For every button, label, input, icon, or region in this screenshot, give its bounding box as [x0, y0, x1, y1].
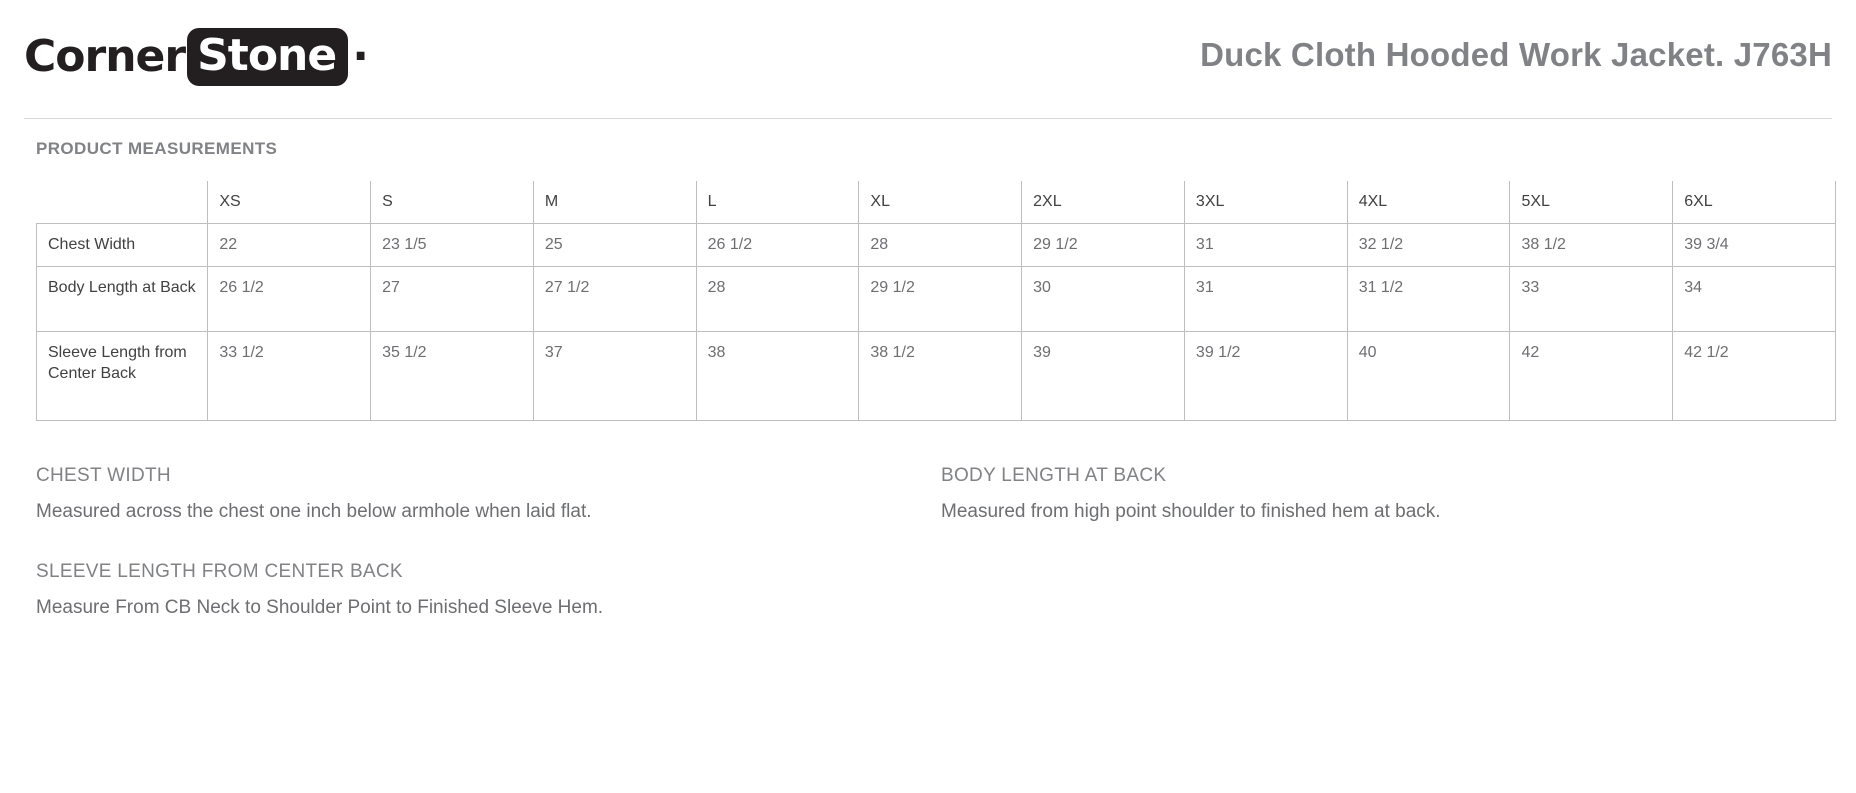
table-row [37, 266, 1836, 331]
cell-body-length-l: 28 [696, 266, 859, 331]
cell-body-length-xl: 29 1/2 [859, 266, 1022, 331]
cell-chest-width-m: 25 [533, 223, 696, 266]
column-header-xs: XS [208, 181, 371, 223]
column-header-l: L [696, 181, 859, 223]
table-row [37, 331, 1836, 420]
cell-sleeve-length-2xl: 39 [1022, 331, 1185, 420]
logo-word-stone: Stone [187, 28, 348, 86]
row-label-body-length: Body Length at Back [37, 266, 208, 331]
definition-title: BODY LENGTH AT BACK [941, 464, 1167, 486]
cell-chest-width-4xl: 32 1/2 [1347, 223, 1510, 266]
definition-chest-width [36, 465, 941, 523]
cell-chest-width-xs: 22 [208, 223, 371, 266]
cell-body-length-6xl: 34 [1673, 266, 1836, 331]
column-header-4xl: 4XL [1347, 181, 1510, 223]
column-header-6xl: 6XL [1673, 181, 1836, 223]
column-header-s: S [371, 181, 534, 223]
column-header-3xl: 3XL [1184, 181, 1347, 223]
definition-title: CHEST WIDTH [36, 464, 171, 486]
section-heading: PRODUCT MEASUREMENTS [36, 139, 278, 158]
logo-wordmark [24, 28, 368, 86]
cell-body-length-xs: 26 1/2 [208, 266, 371, 331]
cell-chest-width-xl: 28 [859, 223, 1022, 266]
column-header-m: M [533, 181, 696, 223]
measurements-table [36, 181, 1836, 421]
definition-text: Measured across the chest one inch below armhole when laid flat. [36, 500, 592, 522]
cell-body-length-4xl: 31 1/2 [1347, 266, 1510, 331]
table-corner-cell [37, 181, 208, 223]
logo-word-corner: Corner [24, 31, 186, 82]
cell-sleeve-length-6xl: 42 1/2 [1673, 331, 1836, 420]
column-header-5xl: 5XL [1510, 181, 1673, 223]
cell-sleeve-length-5xl: 42 [1510, 331, 1673, 420]
cell-chest-width-6xl: 39 3/4 [1673, 223, 1836, 266]
definition-body-length [941, 465, 1846, 523]
cell-sleeve-length-s: 35 1/2 [371, 331, 534, 420]
column-header-xl: XL [859, 181, 1022, 223]
cell-body-length-2xl: 30 [1022, 266, 1185, 331]
definition-text: Measure From CB Neck to Shoulder Point to Finished Sleeve Hem. [36, 596, 604, 618]
cell-chest-width-l: 26 1/2 [696, 223, 859, 266]
definitions-row [36, 561, 1846, 619]
cell-chest-width-3xl: 31 [1184, 223, 1347, 266]
definition-spacer [941, 561, 1846, 619]
cell-sleeve-length-3xl: 39 1/2 [1184, 331, 1347, 420]
cell-chest-width-2xl: 29 1/2 [1022, 223, 1185, 266]
page-title: Duck Cloth Hooded Work Jacket. J763H [1200, 36, 1832, 73]
logo-registered-dot: · [352, 31, 368, 82]
cell-sleeve-length-xl: 38 1/2 [859, 331, 1022, 420]
table-header-row [37, 181, 1836, 223]
row-label-sleeve-length: Sleeve Length from Center Back [37, 331, 208, 420]
definitions-row [36, 465, 1846, 523]
definition-text: Measured from high point shoulder to finished hem at back. [941, 500, 1441, 522]
cell-body-length-5xl: 33 [1510, 266, 1673, 331]
cornerstone-logo [24, 22, 368, 92]
cell-body-length-3xl: 31 [1184, 266, 1347, 331]
cell-body-length-m: 27 1/2 [533, 266, 696, 331]
cell-chest-width-s: 23 1/5 [371, 223, 534, 266]
definition-title: SLEEVE LENGTH FROM CENTER BACK [36, 560, 403, 582]
table-row [37, 223, 1836, 266]
cell-body-length-s: 27 [371, 266, 534, 331]
measurement-definitions [36, 465, 1846, 619]
cell-chest-width-5xl: 38 1/2 [1510, 223, 1673, 266]
definition-sleeve-length [36, 561, 941, 619]
cell-sleeve-length-m: 37 [533, 331, 696, 420]
cell-sleeve-length-l: 38 [696, 331, 859, 420]
page-header [24, 0, 1832, 118]
column-header-2xl: 2XL [1022, 181, 1185, 223]
row-label-chest-width: Chest Width [37, 223, 208, 266]
header-divider [24, 118, 1832, 119]
cell-sleeve-length-xs: 33 1/2 [208, 331, 371, 420]
cell-sleeve-length-4xl: 40 [1347, 331, 1510, 420]
